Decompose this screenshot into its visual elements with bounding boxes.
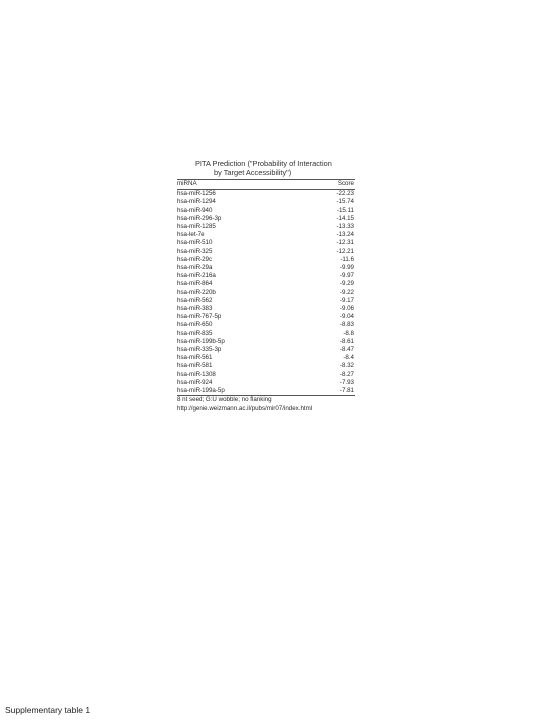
score-cell: -8.27 xyxy=(339,370,354,378)
table-row xyxy=(177,248,355,256)
page-caption: Supplementary table 1 xyxy=(5,705,91,715)
score-cell: -9.04 xyxy=(339,313,354,321)
table-body xyxy=(177,190,355,396)
score-cell: -15.11 xyxy=(336,206,354,214)
score-cell: -9.06 xyxy=(339,305,354,313)
score-cell: -8.47 xyxy=(339,346,354,354)
table-row xyxy=(177,272,355,280)
mirna-cell: hsa-miR-29c xyxy=(177,255,213,263)
table-row xyxy=(177,264,355,272)
table-title xyxy=(195,160,355,179)
score-cell: -22.23 xyxy=(336,190,354,198)
mirna-cell: hsa-miR-1294 xyxy=(177,198,216,206)
score-cell: -15.74 xyxy=(336,198,354,206)
mirna-cell: hsa-miR-199a-5p xyxy=(177,387,225,395)
table-row xyxy=(177,387,355,395)
table-row xyxy=(177,198,355,206)
column-header-score: Score xyxy=(337,180,354,188)
mirna-cell: hsa-miR-835 xyxy=(177,329,213,337)
table-row xyxy=(177,239,355,247)
mirna-cell: hsa-miR-767-5p xyxy=(177,313,222,321)
table-row xyxy=(177,338,355,346)
mirna-cell: hsa-miR-29a xyxy=(177,264,213,272)
score-cell: -7.81 xyxy=(339,387,354,395)
table-row xyxy=(177,321,355,329)
mirna-cell: hsa-miR-581 xyxy=(177,362,213,370)
mirna-cell: hsa-miR-383 xyxy=(177,305,213,313)
score-cell: -13.33 xyxy=(336,223,354,230)
table-footnote xyxy=(177,396,355,413)
score-cell: -9.99 xyxy=(339,264,354,272)
table-row xyxy=(177,297,355,305)
mirna-cell: hsa-miR-1308 xyxy=(177,370,216,378)
score-cell: -9.22 xyxy=(339,288,354,296)
score-cell: -11.6 xyxy=(340,255,354,263)
mirna-cell: hsa-miR-924 xyxy=(177,378,213,386)
mirna-cell: hsa-miR-220b xyxy=(177,288,216,296)
score-cell: -12.21 xyxy=(336,247,354,255)
table-row xyxy=(177,280,355,288)
mirna-cell: hsa-miR-940 xyxy=(177,206,213,214)
mirna-cell: hsa-let-7e xyxy=(177,231,205,239)
mirna-cell: hsa-miR-216a xyxy=(177,272,216,280)
mirna-cell: hsa-miR-864 xyxy=(177,280,213,288)
table-title-line-2: by Target Accessibility") xyxy=(214,167,292,177)
score-cell: -8.61 xyxy=(339,337,354,345)
mirna-cell: hsa-miR-199b-5p xyxy=(177,337,225,345)
table-row xyxy=(177,379,355,387)
score-cell: -7.93 xyxy=(339,378,354,386)
footnote-line-1: 8 nt seed; G:U wobble; no flanking xyxy=(177,396,272,404)
mirna-cell: hsa-miR-650 xyxy=(177,321,213,329)
score-cell: -8.8 xyxy=(343,329,354,337)
score-cell: -9.17 xyxy=(339,296,354,304)
score-cell: -8.4 xyxy=(343,354,354,362)
score-cell: -13.24 xyxy=(336,231,354,239)
mirna-cell: hsa-miR-561 xyxy=(177,354,213,362)
mirna-cell: hsa-miR-325 xyxy=(177,247,213,255)
table-row xyxy=(177,346,355,354)
table-row xyxy=(177,190,355,198)
table-row xyxy=(177,223,355,231)
score-cell: -8.83 xyxy=(339,321,354,329)
mirna-cell: hsa-miR-296-3p xyxy=(177,214,222,222)
table-row xyxy=(177,362,355,370)
table-title-line-1: PITA Prediction ("Probability of Interaction xyxy=(195,159,332,168)
table-row xyxy=(177,354,355,362)
score-cell: -9.97 xyxy=(339,272,354,280)
mirna-cell: hsa-miR-562 xyxy=(177,296,213,304)
table-row xyxy=(177,305,355,313)
score-cell: -14.15 xyxy=(336,214,354,222)
table-row xyxy=(177,207,355,215)
footnote-line-2: http://genie.weizmann.ac.il/pubs/mir07/index.html xyxy=(177,404,313,412)
score-cell: -9.29 xyxy=(339,280,354,288)
table-row xyxy=(177,289,355,297)
table-row xyxy=(177,231,355,239)
table-header-row xyxy=(177,180,355,189)
score-cell: -12.31 xyxy=(336,239,354,247)
table-row xyxy=(177,371,355,379)
table-row xyxy=(177,256,355,264)
pita-prediction-table xyxy=(177,160,355,413)
table-row xyxy=(177,313,355,321)
mirna-cell: hsa-miR-1256 xyxy=(177,190,216,198)
column-header-mirna: miRNA xyxy=(177,180,197,188)
mirna-cell: hsa-miR-1285 xyxy=(177,223,216,230)
table-row xyxy=(177,215,355,223)
mirna-cell: hsa-miR-335-3p xyxy=(177,346,222,354)
score-cell: -8.32 xyxy=(339,362,354,370)
mirna-cell: hsa-miR-510 xyxy=(177,239,213,247)
table-row xyxy=(177,330,355,338)
